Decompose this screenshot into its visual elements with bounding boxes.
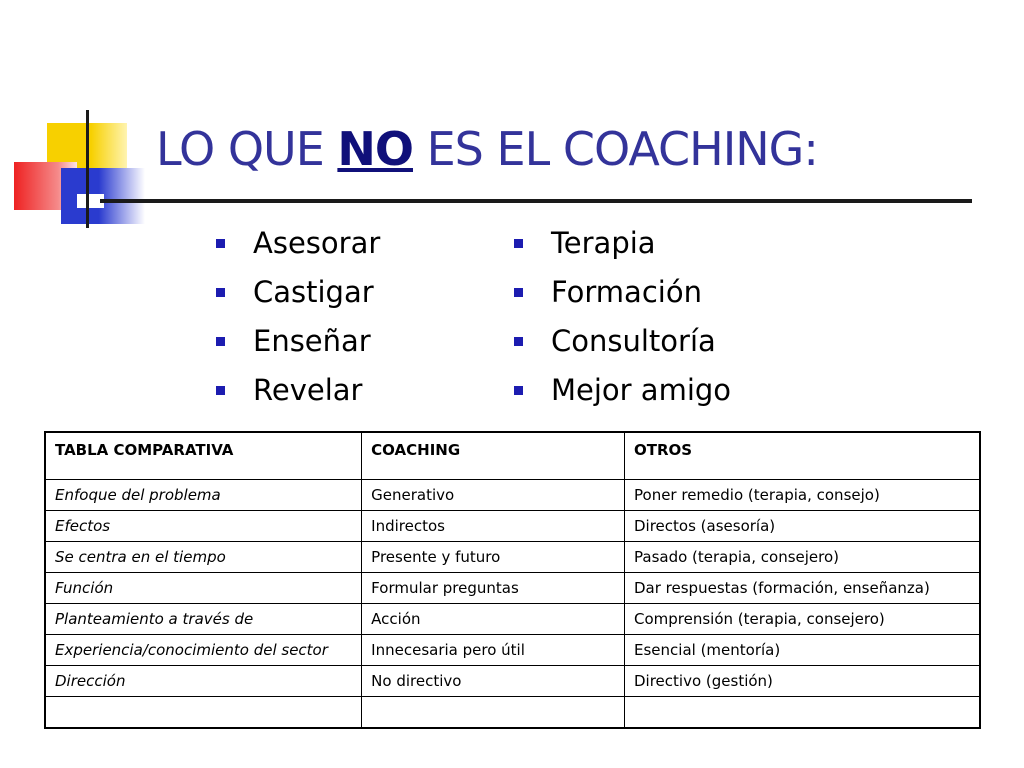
table-row [45,480,980,511]
table-cell-otros: Esencial (mentoría) [625,635,981,666]
table-header-row [45,432,980,480]
table-cell-coaching: Innecesaria pero útil [362,635,625,666]
table-cell-coaching: Formular preguntas [362,573,625,604]
table-header-cell: TABLA COMPARATIVA [45,432,362,480]
square-bullet-icon [514,386,523,395]
bullet-item [514,221,731,270]
table-cell-criterion [45,697,362,729]
table-cell-coaching: Generativo [362,480,625,511]
table-cell-coaching: Acción [362,604,625,635]
table-row [45,666,980,697]
bullet-item [216,221,380,270]
table-cell-otros: Pasado (terapia, consejero) [625,542,981,573]
table-cell-coaching: Presente y futuro [362,542,625,573]
table-cell-criterion: Enfoque del problema [45,480,362,511]
table-cell-coaching: No directivo [362,666,625,697]
bullet-text: Formación [551,275,702,309]
title-emphasis: NO [337,122,413,176]
square-bullet-icon [216,239,225,248]
table-row [45,604,980,635]
title-underline-rule [100,199,972,203]
comparison-table [44,431,981,729]
slide-title [156,122,818,176]
square-bullet-icon [216,288,225,297]
square-bullet-icon [514,288,523,297]
square-bullet-icon [514,239,523,248]
bullet-item [514,270,731,319]
table-row [45,511,980,542]
bullet-text: Terapia [551,226,656,260]
table-cell-otros: Dar respuestas (formación, enseñanza) [625,573,981,604]
title-prefix: LO QUE [156,122,338,176]
bullet-item [514,319,731,368]
bullet-text: Castigar [253,275,374,309]
square-bullet-icon [216,386,225,395]
bullet-text: Enseñar [253,324,371,358]
table-row-empty [45,697,980,729]
square-bullet-icon [514,337,523,346]
table-cell-criterion: Se centra en el tiempo [45,542,362,573]
bullet-item [514,368,731,417]
table-row [45,573,980,604]
table-cell-coaching [362,697,625,729]
table-cell-criterion: Planteamiento a través de [45,604,362,635]
table-cell-otros: Poner remedio (terapia, consejo) [625,480,981,511]
square-bullet-icon [216,337,225,346]
bullet-item [216,270,380,319]
table-cell-otros: Directos (asesoría) [625,511,981,542]
bullet-item [216,319,380,368]
table-row [45,635,980,666]
table-header-cell: OTROS [625,432,981,480]
table-cell-otros: Comprensión (terapia, consejero) [625,604,981,635]
decorative-vertical-line [86,110,89,228]
table-cell-criterion: Efectos [45,511,362,542]
bullet-item [216,368,380,417]
bullet-text: Mejor amigo [551,373,732,407]
table-cell-coaching: Indirectos [362,511,625,542]
bullet-text: Revelar [253,373,363,407]
bullet-list-left [216,221,380,417]
table-cell-criterion: Experiencia/conocimiento del sector [45,635,362,666]
table-cell-otros: Directivo (gestión) [625,666,981,697]
table-cell-criterion: Dirección [45,666,362,697]
bullet-list-right [514,221,731,417]
table-header-cell: COACHING [362,432,625,480]
table-cell-otros [625,697,981,729]
title-suffix: ES EL COACHING: [413,122,818,176]
table-cell-criterion: Función [45,573,362,604]
bullet-text: Asesorar [253,226,381,260]
table-row [45,542,980,573]
bullet-text: Consultoría [551,324,716,358]
